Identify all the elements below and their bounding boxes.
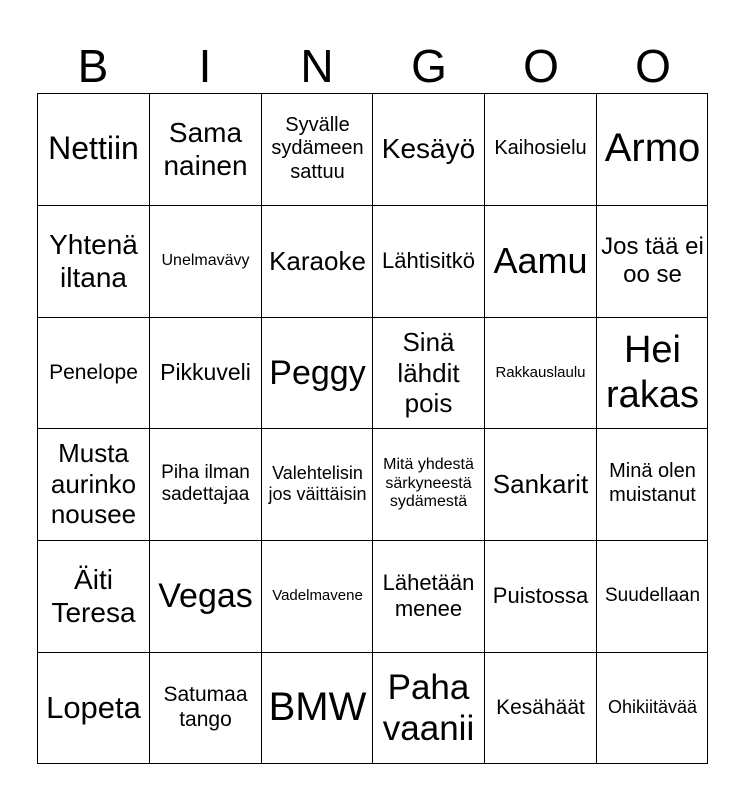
bingo-cell[interactable] (373, 653, 484, 763)
bingo-cell[interactable] (38, 429, 149, 539)
bingo-cell-label: Ohikiitävää (607, 697, 698, 718)
bingo-cell[interactable] (38, 94, 149, 204)
bingo-cell[interactable] (597, 94, 708, 204)
bingo-cell-label: Sankarit (492, 468, 589, 499)
bingo-cell[interactable] (150, 206, 261, 316)
bingo-cell[interactable] (150, 429, 261, 539)
bingo-cell-label: Suudellaan (604, 584, 701, 606)
bingo-cell-label: Karaoke (269, 245, 366, 276)
header-letter: O (523, 40, 559, 92)
bingo-cell[interactable] (373, 318, 484, 428)
bingo-cell-label: Vadelmavene (272, 587, 363, 605)
bingo-cell-label: Kesäyö (381, 133, 476, 165)
bingo-cell[interactable] (597, 429, 708, 539)
bingo-cell-label: Lopeta (46, 689, 141, 725)
bingo-cell[interactable] (150, 541, 261, 651)
bingo-cell[interactable] (150, 653, 261, 763)
bingo-cell[interactable] (485, 429, 596, 539)
bingo-cell-label: Satumaa tango (163, 683, 248, 731)
bingo-cell-label: Lähtisitkö (382, 248, 475, 274)
bingo-cell[interactable] (373, 206, 484, 316)
bingo-cell-label: Vegas (158, 576, 253, 615)
bingo-cell-label: Minä olen muistanut (609, 460, 696, 506)
bingo-cell-label: Yhtenä iltana (49, 228, 138, 293)
bingo-cell[interactable] (373, 429, 484, 539)
bingo-cell-label: Unelmavävy (161, 251, 250, 269)
bingo-cell[interactable] (150, 94, 261, 204)
bingo-cell-label: BMW (268, 685, 367, 730)
bingo-cell[interactable] (262, 653, 373, 763)
header-letter: B (77, 40, 109, 92)
bingo-cell-label: Mitä yhdestä särkyneestä sydämestä (383, 455, 474, 511)
bingo-cell[interactable] (373, 541, 484, 651)
bingo-cell[interactable] (262, 206, 373, 316)
bingo-cell[interactable] (150, 318, 261, 428)
bingo-cell[interactable] (485, 318, 596, 428)
bingo-cell-label: Armo (604, 126, 701, 171)
bingo-cell-label: Musta aurinko nousee (50, 437, 137, 530)
bingo-cell[interactable] (38, 541, 149, 651)
bingo-header (37, 40, 708, 92)
bingo-cell[interactable] (38, 653, 149, 763)
bingo-cell-label: Rakkauslaulu (495, 364, 586, 382)
bingo-cell[interactable] (373, 94, 484, 204)
bingo-cell-label: Jos tää ei oo se (601, 232, 704, 288)
bingo-cell-label: Pikkuveli (160, 359, 251, 386)
header-letter: N (300, 40, 334, 92)
bingo-cell[interactable] (485, 653, 596, 763)
bingo-cell[interactable] (262, 318, 373, 428)
grid-line (37, 763, 708, 764)
bingo-cell-label: Valehtelisin jos väittäisin (268, 462, 367, 504)
header-letter: G (411, 40, 447, 92)
bingo-cell-label: Hei rakas (606, 329, 699, 416)
bingo-cell-label: Aamu (493, 239, 588, 281)
bingo-cell-label: Piha ilman sadettajaa (161, 461, 250, 505)
header-letter: O (635, 40, 671, 92)
bingo-cell[interactable] (597, 206, 708, 316)
bingo-cell-label: Kaihosielu (494, 137, 587, 160)
bingo-cell-label: Sinä lähdit pois (397, 326, 460, 419)
bingo-cell-label: Sama nainen (163, 116, 248, 181)
bingo-cell[interactable] (38, 318, 149, 428)
bingo-cell[interactable] (38, 206, 149, 316)
bingo-cell-label: Lähetään menee (382, 570, 475, 621)
bingo-cell-label: Kesähäät (496, 695, 585, 719)
bingo-cell[interactable] (485, 541, 596, 651)
bingo-cell-label: Puistossa (492, 583, 589, 609)
bingo-cell-label: Äiti Teresa (51, 563, 136, 628)
bingo-cell[interactable] (597, 653, 708, 763)
bingo-cell[interactable] (262, 541, 373, 651)
bingo-cell[interactable] (262, 94, 373, 204)
bingo-cell[interactable] (485, 206, 596, 316)
bingo-grid (37, 93, 708, 763)
bingo-cell-label: Nettiin (48, 130, 139, 167)
bingo-cell-label: Peggy (269, 353, 366, 392)
header-letter: I (198, 40, 212, 92)
bingo-cell-label: Syvälle sydämeen sattuu (271, 113, 364, 183)
bingo-cell[interactable] (597, 318, 708, 428)
bingo-cell[interactable] (597, 541, 708, 651)
bingo-cell-label: Paha vaanii (382, 667, 475, 748)
bingo-cell[interactable] (485, 94, 596, 204)
bingo-cell-label: Penelope (49, 360, 138, 384)
bingo-cell[interactable] (262, 429, 373, 539)
